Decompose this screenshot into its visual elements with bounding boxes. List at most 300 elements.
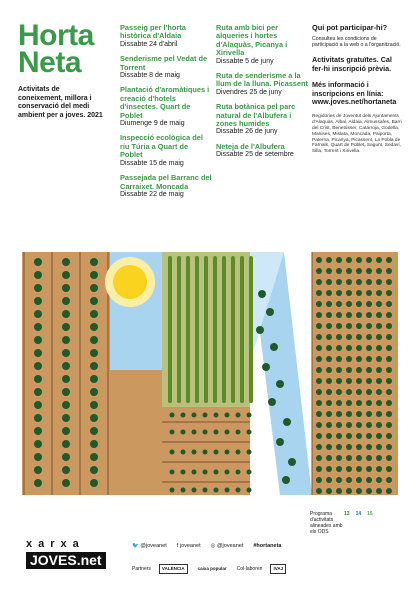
tree-dot: [366, 488, 372, 494]
tree-dot: [256, 326, 264, 334]
tree-dot: [336, 455, 342, 461]
tree-dot: [181, 470, 186, 475]
tree-dot: [336, 444, 342, 450]
tree-dot: [346, 378, 352, 384]
tree-dot: [326, 257, 332, 263]
tree-dot: [336, 488, 342, 494]
crop-row: [249, 256, 253, 403]
tree-dot: [356, 433, 362, 439]
tree-dot: [346, 301, 352, 307]
tree-dot: [366, 444, 372, 450]
tree-dot: [316, 378, 322, 384]
tree-dot: [386, 301, 392, 307]
tree-dot: [326, 477, 332, 483]
joves-net-text: JOVES.net: [26, 552, 106, 569]
crop-row: [186, 256, 190, 403]
tree-dot: [225, 413, 230, 418]
tree-dot: [386, 378, 392, 384]
tree-dot: [181, 413, 186, 418]
title-line2: Neta: [18, 46, 82, 79]
tree-dot: [225, 488, 230, 493]
tree-dot: [326, 488, 332, 494]
tree-dot: [356, 455, 362, 461]
event-date: Diumenge 9 de maig: [120, 120, 185, 128]
instagram-link[interactable]: ◎ @joveanet: [210, 543, 244, 549]
event-title: Senderisme pel Vedat de Torrent: [120, 54, 208, 72]
tree-dot: [34, 362, 42, 370]
tree-dot: [247, 450, 252, 455]
tree-dot: [62, 284, 70, 292]
tree-dot: [170, 450, 175, 455]
tree-dot: [356, 411, 362, 417]
tree-dot: [276, 438, 284, 446]
tree-dot: [316, 400, 322, 406]
tree-dot: [247, 413, 252, 418]
conditions-text: Consulteu les condicions de participació a la web o a l'organització.: [312, 35, 401, 48]
tree-dot: [90, 310, 98, 318]
crop-row: [195, 256, 199, 403]
instagram-icon: ◎: [210, 543, 217, 549]
tree-dot: [386, 477, 392, 483]
tree-dot: [326, 268, 332, 274]
tree-dot: [336, 433, 342, 439]
tree-dot: [181, 430, 186, 435]
tree-dot: [346, 279, 352, 285]
xarxa-joves-logo: [26, 538, 106, 569]
tree-dot: [214, 413, 219, 418]
tree-dot: [356, 268, 362, 274]
tree-dot: [366, 279, 372, 285]
tree-dot: [376, 466, 382, 472]
page-title: [18, 19, 94, 79]
tree-dot: [316, 466, 322, 472]
tree-dot: [376, 444, 382, 450]
tree-dot: [366, 466, 372, 472]
tree-dot: [376, 345, 382, 351]
tree-dot: [346, 422, 352, 428]
event-date: Dissabte 15 de maig: [120, 159, 184, 167]
tree-dot: [62, 310, 70, 318]
tree-dot: [34, 388, 42, 396]
tree-dot: [386, 356, 392, 362]
tree-dot: [346, 433, 352, 439]
tree-dot: [34, 453, 42, 461]
partners-row: [132, 564, 286, 574]
tree-dot: [336, 268, 342, 274]
tree-dot: [247, 430, 252, 435]
tree-dot: [356, 466, 362, 472]
crop-row: [177, 256, 181, 403]
tree-dot: [336, 367, 342, 373]
tree-dot: [376, 323, 382, 329]
tree-dot: [192, 470, 197, 475]
tree-dot: [34, 284, 42, 292]
tree-dot: [336, 389, 342, 395]
tree-dot: [366, 290, 372, 296]
tree-dot: [366, 400, 372, 406]
event-date: Dissabte 25 de setembre: [216, 151, 294, 159]
ods-14-badge: 14: [355, 511, 362, 517]
event-item: [120, 174, 212, 199]
tree-dot: [356, 257, 362, 263]
tree-dot: [316, 367, 322, 373]
tree-dot: [214, 430, 219, 435]
tree-dot: [326, 367, 332, 373]
tree-dot: [34, 323, 42, 331]
tree-dot: [203, 488, 208, 493]
tree-dot: [366, 389, 372, 395]
tree-dot: [62, 271, 70, 279]
event-title: Inspecció ecològica del riu Túria a Quart de Poblet: [120, 133, 203, 160]
tree-dot: [346, 268, 352, 274]
tree-dot: [386, 290, 392, 296]
tree-dot: [90, 284, 98, 292]
tree-dot: [346, 488, 352, 494]
tree-dot: [336, 290, 342, 296]
tree-dot: [90, 466, 98, 474]
tree-dot: [356, 301, 362, 307]
tree-dot: [316, 257, 322, 263]
tree-dot: [376, 257, 382, 263]
tree-dot: [326, 389, 332, 395]
tree-dot: [270, 343, 278, 351]
facebook-link[interactable]: f joveanet: [176, 543, 201, 549]
tree-dot: [326, 312, 332, 318]
tree-dot: [346, 477, 352, 483]
tree-dot: [356, 389, 362, 395]
more-info-link[interactable]: Més informació i inscripcions en línia: www.joves.net/hortaneta: [312, 80, 397, 107]
tree-dot: [62, 466, 70, 474]
tree-dot: [34, 479, 42, 487]
tree-dot: [356, 444, 362, 450]
event-item: [216, 143, 308, 160]
tree-dot: [326, 345, 332, 351]
who-can-participate: Qui pot participar-hi?: [312, 23, 388, 32]
tree-dot: [62, 362, 70, 370]
tree-dot: [386, 389, 392, 395]
tree-dot: [34, 336, 42, 344]
tree-dot: [203, 413, 208, 418]
event-item: [120, 55, 212, 80]
facebook-icon: f: [176, 543, 180, 549]
tree-dot: [258, 290, 266, 298]
tree-dot: [90, 336, 98, 344]
tree-dot: [316, 301, 322, 307]
tree-dot: [326, 422, 332, 428]
valencia-logo: VALÈNCIA: [159, 564, 188, 574]
tree-dot: [316, 334, 322, 340]
tree-dot: [376, 400, 382, 406]
tree-dot: [181, 450, 186, 455]
tree-dot: [346, 356, 352, 362]
title-line1: Horta: [18, 19, 94, 52]
tree-dot: [247, 488, 252, 493]
tree-dot: [366, 345, 372, 351]
tree-dot: [90, 323, 98, 331]
crop-row: [204, 256, 208, 403]
tree-dot: [326, 290, 332, 296]
tree-dot: [376, 312, 382, 318]
tree-dot: [62, 297, 70, 305]
tree-dot: [192, 413, 197, 418]
event-date: Divendres 25 de juny: [216, 88, 282, 96]
tree-dot: [282, 476, 290, 484]
tree-dot: [376, 433, 382, 439]
tree-dot: [346, 389, 352, 395]
tree-dot: [316, 323, 322, 329]
tree-dot: [326, 455, 332, 461]
tree-dot: [62, 336, 70, 344]
tree-dot: [170, 488, 175, 493]
tree-dot: [62, 440, 70, 448]
tree-dot: [356, 400, 362, 406]
tree-dot: [336, 356, 342, 362]
organizers-list: Regidories de Joventut dels Ajuntaments d'Alaquàs, Albal, Aldaia, Almussafes, Barri del Crist, Benetússer, Catarroja, Godella, Manises, Mislata, Moncada, Paiporta, Paterna, Picanya, Picassent, La Pobla de Farnals, Quart de Poblet, Sagunt, Sedaví, Silla, Torrent i Xirivella.: [312, 114, 402, 155]
tree-dot: [356, 279, 362, 285]
tree-dot: [203, 430, 208, 435]
crop-row: [231, 256, 235, 403]
tree-dot: [336, 301, 342, 307]
event-item: [120, 86, 212, 128]
tree-dot: [316, 268, 322, 274]
tree-dot: [316, 279, 322, 285]
events-column-2: [216, 24, 308, 166]
tree-dot: [90, 453, 98, 461]
tree-dot: [356, 477, 362, 483]
tree-dot: [225, 470, 230, 475]
tree-dot: [336, 378, 342, 384]
tree-dot: [366, 312, 372, 318]
ods-badges: [344, 511, 373, 517]
tree-dot: [356, 422, 362, 428]
tree-dot: [386, 411, 392, 417]
tree-dot: [326, 400, 332, 406]
tree-dot: [376, 477, 382, 483]
tree-dot: [181, 488, 186, 493]
tree-dot: [376, 411, 382, 417]
tree-dot: [90, 427, 98, 435]
event-date: Dissabte 24 d'abril: [120, 40, 178, 48]
event-item: [216, 103, 308, 137]
tree-dot: [266, 308, 274, 316]
tree-dot: [288, 458, 296, 466]
tree-dot: [62, 453, 70, 461]
tree-dot: [62, 375, 70, 383]
tree-dot: [326, 356, 332, 362]
crop-row: [213, 256, 217, 403]
tree-dot: [386, 268, 392, 274]
event-title: Plantació d'aromàtiques i creació d'hotels d'insectes. Quart de Poblet: [120, 85, 210, 120]
tree-dot: [276, 380, 284, 388]
tree-dot: [336, 466, 342, 472]
tree-dot: [247, 470, 252, 475]
tree-dot: [326, 378, 332, 384]
tree-dot: [62, 323, 70, 331]
tree-dot: [316, 422, 322, 428]
tree-dot: [386, 488, 392, 494]
tree-dot: [386, 422, 392, 428]
tree-dot: [62, 414, 70, 422]
tree-dot: [356, 312, 362, 318]
tree-dot: [366, 378, 372, 384]
tree-dot: [376, 389, 382, 395]
tree-dot: [386, 334, 392, 340]
tree-dot: [90, 349, 98, 357]
collab-label: Col·laboren: [236, 565, 263, 572]
twitter-link[interactable]: 🐦 @joveanet: [132, 543, 167, 549]
tree-dot: [236, 470, 241, 475]
tree-dot: [316, 433, 322, 439]
tree-dot: [316, 455, 322, 461]
tree-dot: [316, 411, 322, 417]
ods-15-badge: 15: [367, 511, 373, 517]
tree-dot: [366, 301, 372, 307]
tree-dot: [268, 398, 276, 406]
tree-dot: [283, 418, 291, 426]
tree-dot: [346, 466, 352, 472]
event-date: Dissabte 26 de juny: [216, 128, 278, 136]
tree-dot: [214, 450, 219, 455]
tree-dot: [90, 258, 98, 266]
tree-dot: [346, 323, 352, 329]
tree-dot: [34, 466, 42, 474]
tree-dot: [62, 427, 70, 435]
tree-dot: [386, 257, 392, 263]
tree-dot: [225, 430, 230, 435]
crop-row: [240, 256, 244, 403]
tree-dot: [346, 334, 352, 340]
tree-dot: [203, 470, 208, 475]
tree-dot: [326, 301, 332, 307]
tree-dot: [376, 290, 382, 296]
tree-dot: [346, 400, 352, 406]
social-links: [132, 543, 281, 549]
tree-dot: [316, 488, 322, 494]
subtitle: Activitats de coneixement, millora i conservació del medi ambient per a joves. 2021: [18, 86, 103, 119]
tree-dot: [192, 450, 197, 455]
tree-dot: [386, 444, 392, 450]
tree-dot: [90, 297, 98, 305]
tree-dot: [316, 444, 322, 450]
tree-dot: [336, 334, 342, 340]
event-title: Ruta amb bici per alqueries i hortes d'Alaquàs, Picanya i Xirivella: [216, 23, 288, 58]
xarxa-text: xarxa: [26, 538, 85, 550]
event-item: [216, 24, 308, 66]
tree-dot: [386, 279, 392, 285]
tree-dot: [346, 345, 352, 351]
tree-dot: [346, 367, 352, 373]
tree-dot: [34, 427, 42, 435]
tree-dot: [356, 323, 362, 329]
tree-dot: [90, 401, 98, 409]
tree-dot: [366, 367, 372, 373]
tree-dot: [346, 444, 352, 450]
tree-dot: [336, 323, 342, 329]
tree-dot: [262, 363, 270, 371]
event-title: Neteja de l'Albufera: [216, 141, 285, 151]
partners-label: Partners: [132, 565, 151, 572]
tree-dot: [356, 345, 362, 351]
tree-dot: [316, 389, 322, 395]
tree-dot: [236, 488, 241, 493]
event-item: [120, 134, 212, 168]
tree-dot: [214, 488, 219, 493]
event-item: [120, 24, 212, 49]
tree-dot: [356, 290, 362, 296]
tree-dot: [192, 430, 197, 435]
tree-dot: [336, 345, 342, 351]
tree-dot: [236, 413, 241, 418]
tree-dot: [90, 440, 98, 448]
tree-dot: [62, 258, 70, 266]
tree-dot: [376, 367, 382, 373]
tree-dot: [346, 257, 352, 263]
tree-dot: [34, 297, 42, 305]
tree-dot: [236, 430, 241, 435]
tree-dot: [336, 411, 342, 417]
tree-dot: [192, 488, 197, 493]
tree-dot: [336, 477, 342, 483]
events-column-1: [120, 24, 212, 205]
tree-dot: [62, 349, 70, 357]
event-date: Dissabte 22 de maig: [120, 190, 184, 198]
tree-dot: [326, 279, 332, 285]
ivaj-logo: IVAJ: [270, 564, 286, 574]
tree-dot: [386, 400, 392, 406]
tree-dot: [316, 477, 322, 483]
tree-dot: [90, 375, 98, 383]
hashtag: #hortaneta: [253, 543, 282, 549]
tree-dot: [34, 440, 42, 448]
tree-dot: [386, 323, 392, 329]
tree-dot: [34, 349, 42, 357]
crop-row: [222, 256, 226, 403]
tree-dot: [376, 422, 382, 428]
tree-dot: [356, 334, 362, 340]
caixa-popular-logo: caixa popular: [197, 566, 227, 571]
tree-dot: [90, 388, 98, 396]
free-activities: Activitats gratuïtes. Cal fer-hi inscripció prèvia.: [312, 55, 392, 73]
tree-dot: [326, 433, 332, 439]
info-column: [312, 24, 404, 155]
tree-dot: [366, 477, 372, 483]
tree-dot: [326, 323, 332, 329]
tree-dot: [366, 422, 372, 428]
tree-dot: [170, 413, 175, 418]
tree-dot: [346, 411, 352, 417]
event-date: Dissabte 8 de maig: [120, 72, 180, 80]
tree-dot: [376, 378, 382, 384]
tree-dot: [366, 433, 372, 439]
tree-dot: [336, 312, 342, 318]
tree-dot: [62, 401, 70, 409]
tree-dot: [376, 334, 382, 340]
tree-dot: [170, 470, 175, 475]
tree-dot: [90, 414, 98, 422]
tree-dot: [214, 470, 219, 475]
tree-dot: [386, 367, 392, 373]
event-title: Ruta botànica pel parc natural de l'Albufera i zones humides: [216, 102, 296, 129]
tree-dot: [34, 258, 42, 266]
twitter-icon: 🐦: [132, 543, 141, 549]
tree-dot: [62, 479, 70, 487]
tree-dot: [336, 400, 342, 406]
tree-dot: [316, 312, 322, 318]
tree-dot: [356, 378, 362, 384]
tree-dot: [366, 356, 372, 362]
tree-dot: [34, 271, 42, 279]
event-date: Dissabte 5 de juny: [216, 57, 274, 65]
